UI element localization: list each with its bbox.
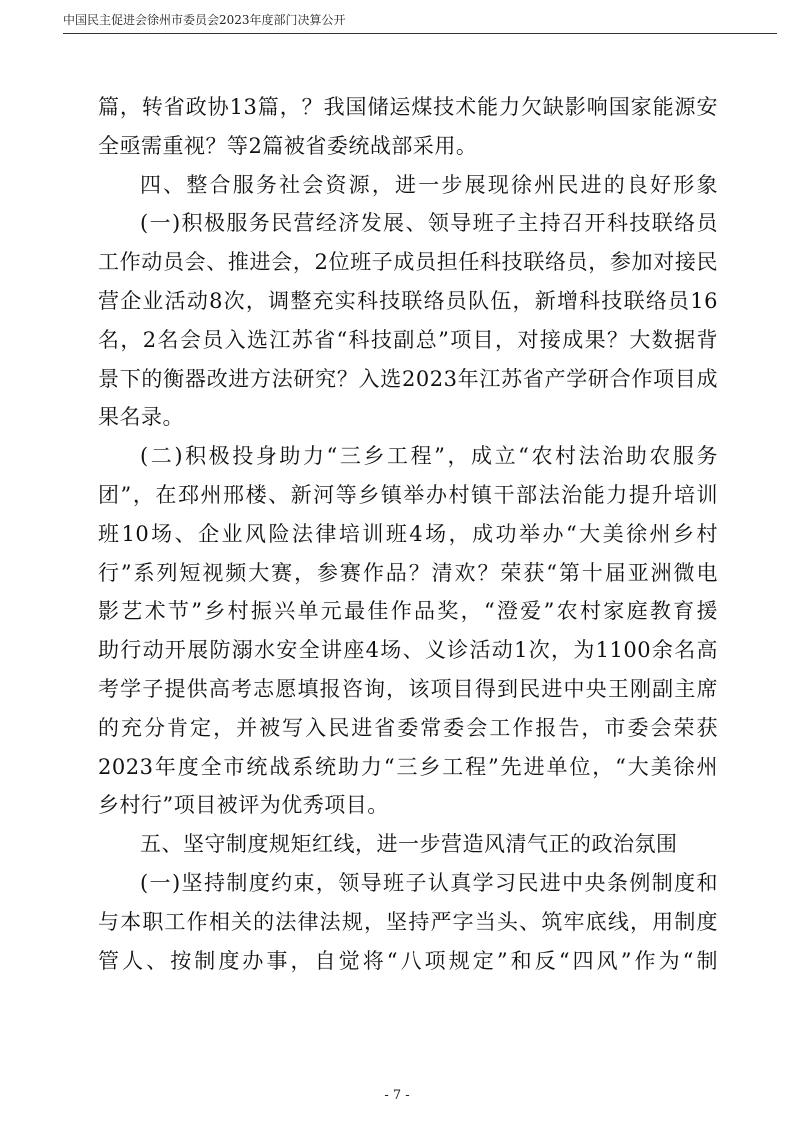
- text-line: 全亟需重视？等2篇被省委统战部采用。: [98, 133, 478, 158]
- text-line: 乡村行”项目被评为优秀项目。: [98, 793, 389, 818]
- text-line: 2023年度全市统战系统助力“三乡工程”先进单位，“大美徐州: [98, 754, 718, 779]
- text-line: 行”系列短视频大赛，参赛作品？清欢？荣获“第十届亚洲微电: [98, 560, 718, 585]
- text-line: 助行动开展防溺水安全讲座4场、义诊活动1次，为1100余名高: [98, 638, 718, 663]
- page-number: - 7 -: [384, 1088, 410, 1103]
- text-line: 的充分肯定，并被写入民进省委常委会工作报告，市委会荣获: [98, 715, 718, 740]
- text-line: 班10场、企业风险法律培训班4场，成功举办“大美徐州乡村: [98, 521, 718, 546]
- text-line: 四、整合服务社会资源，进一步展现徐州民进的良好形象: [140, 172, 718, 197]
- text-line: (一)坚持制度约束，领导班子认真学习民进中央条例制度和: [140, 870, 718, 895]
- text-line: 五、坚守制度规矩红线，进一步营造风清气正的政治氛围: [140, 832, 678, 857]
- document-body: [98, 88, 718, 980]
- text-line: 果名录。: [98, 405, 184, 430]
- text-line: 景下的衡器改进方法研究？入选2023年江苏省产学研合作项目成: [98, 366, 718, 391]
- text-line: 影艺术节”乡村振兴单元最佳作品奖，“澄爱”农村家庭教育援: [98, 599, 718, 624]
- text-line: 名，2名会员入选江苏省“科技副总”项目，对接成果？大数据背: [98, 327, 718, 352]
- text-line: 管人、按制度办事，自觉将“八项规定”和反“四风”作为“制: [98, 948, 718, 973]
- text-line: 与本职工作相关的法律法规，坚持严字当头、筑牢底线，用制度: [98, 909, 718, 934]
- text-line: 营企业活动8次，调整充实科技联络员队伍，新增科技联络员16: [98, 288, 718, 313]
- text-line: 工作动员会、推进会，2位班子成员担任科技联络员，参加对接民: [98, 250, 718, 275]
- text-line: 团”，在邳州邢楼、新河等乡镇举办村镇干部法治能力提升培训: [98, 482, 718, 507]
- text-line: (二)积极投身助力“三乡工程”，成立“农村法治助农服务: [140, 444, 718, 469]
- text-line: (一)积极服务民营经济发展、领导班子主持召开科技联络员: [140, 211, 718, 236]
- header-divider: [63, 33, 777, 34]
- text-line: 考学子提供高考志愿填报咨询，该项目得到民进中央王刚副主席: [98, 676, 718, 701]
- text-line: 篇，转省政协13篇，？我国储运煤技术能力欠缺影响国家能源安: [98, 95, 718, 119]
- running-header: 中国民主促进会徐州市委员会2023年度部门决算公开: [63, 13, 346, 27]
